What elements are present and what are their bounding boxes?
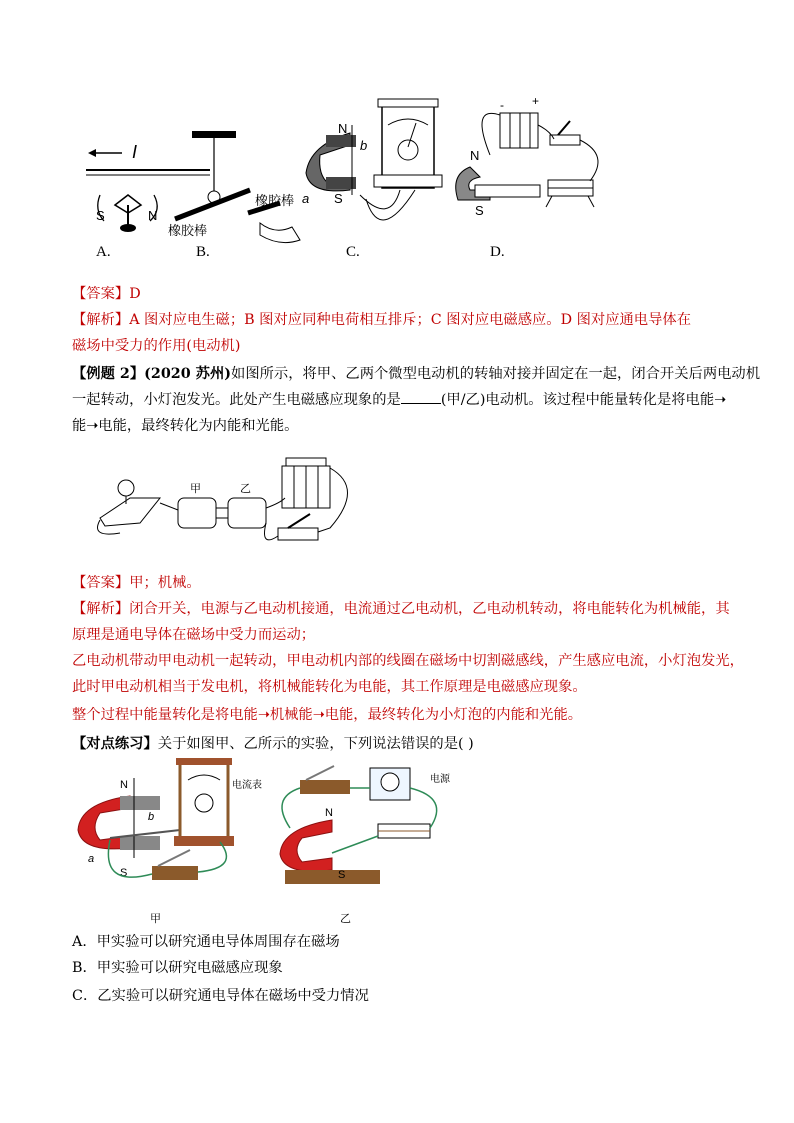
practice-tag: 【对点练习】 <box>72 736 158 752</box>
power-label: 电源 <box>430 774 450 785</box>
example-2-text-1: 如图所示，将甲、乙两个微型电动机的转轴对接并固定在一起，闭合开关后两电动机 <box>231 366 761 382</box>
c-a-label: a <box>302 191 310 206</box>
figure-3-experiments <box>70 758 470 928</box>
figure-3-yi <box>280 766 451 884</box>
option-a[interactable]: A．甲实验可以研究通电导体周围存在磁场 <box>72 934 340 950</box>
figure-1-experiments <box>70 95 630 265</box>
d-minus-label: - <box>500 98 504 112</box>
fig1-label-a: A. <box>96 244 111 260</box>
example-2-text-2a: 一起转动，小灯泡发光。此处产生电磁感应现象的是 <box>72 392 401 408</box>
answer-1 <box>72 284 732 304</box>
analysis-2-line-5: 整个过程中能量转化是将电能➝机械能➝电能，最终转化为小灯泡的内能和光能。 <box>72 707 583 723</box>
motor-jia-label: 甲 <box>190 482 201 495</box>
answer-blank[interactable] <box>401 403 441 404</box>
analysis-1-text-1: A 图对应电生磁；B 图对应同种电荷相互排斥；C 图对应电磁感应。D 图对应通电导体在 <box>129 312 691 328</box>
jia-north-label: N <box>120 779 128 791</box>
figure-1a <box>86 142 210 232</box>
example-2-text-2b: (甲/乙)电动机。该过程中能量转化是将电能➝ <box>440 392 727 408</box>
rod-label-left: 橡胶棒 <box>168 224 208 239</box>
example-2-line-2 <box>72 390 732 410</box>
a-north-label: N <box>148 208 158 223</box>
current-label: I <box>132 142 138 162</box>
fig1-label-c: C. <box>346 244 360 260</box>
a-south-label: S <box>96 208 105 223</box>
figure-1b <box>168 131 300 243</box>
answer-2-text: 甲；机械。 <box>129 575 201 591</box>
c-north-label: N <box>338 121 348 136</box>
practice-question <box>72 734 732 754</box>
rod-label-right: 橡胶棒 <box>255 194 295 209</box>
practice-text: 关于如图甲、乙所示的实验，下列说法错误的是( ) <box>157 736 474 752</box>
analysis-2-text-1: 闭合开关，电源与乙电动机接通，电流通过乙电动机，乙电动机转动，将电能转化为机械能，其 <box>129 601 730 617</box>
option-b[interactable]: B．甲实验可以研究电磁感应现象 <box>72 960 283 976</box>
yi-south-label: S <box>338 869 346 881</box>
example-2-line-3: 能➝电能，最终转化为内能和光能。 <box>72 418 299 434</box>
analysis-2-line-2: 原理是通电导体在磁场中受力而运动； <box>72 627 316 643</box>
caption-yi: 乙 <box>340 913 351 925</box>
example-2-line-1 <box>72 364 761 384</box>
ammeter-label: 电流表 <box>232 780 262 791</box>
fig1-label-d: D. <box>490 244 505 260</box>
c-b-label: b <box>360 138 368 153</box>
analysis-2-tag: 【解析】 <box>72 601 130 617</box>
example-2-source: (2020 苏州) <box>144 366 232 382</box>
motor-yi-label: 乙 <box>240 482 251 495</box>
jia-south-label: S <box>120 867 128 879</box>
jia-b-label: b <box>148 811 155 823</box>
answer-2-tag: 【答案】 <box>72 575 130 591</box>
d-north-label: N <box>470 148 480 163</box>
analysis-1-line-1 <box>72 310 732 330</box>
answer-1-text: D <box>129 286 141 302</box>
figure-2-two-motors <box>90 448 360 558</box>
answer-1-tag: 【答案】 <box>72 286 130 302</box>
analysis-1-line-2: 磁场中受力的作用(电动机) <box>72 338 241 354</box>
analysis-2-line-3: 乙电动机带动甲电动机一起转动，甲电动机内部的线圈在磁场中切割磁感线，产生感应电流，小灯泡发光， <box>72 653 744 669</box>
d-south-label: S <box>475 203 484 218</box>
answer-2 <box>72 573 732 593</box>
jia-a-label: a <box>88 853 95 865</box>
analysis-1-tag: 【解析】 <box>72 312 130 328</box>
caption-jia: 甲 <box>150 913 161 925</box>
figure-1c <box>302 99 442 220</box>
option-c[interactable]: C．乙实验可以研究通电导体在磁场中受力情况 <box>72 988 369 1004</box>
d-plus-label: + <box>532 95 540 108</box>
fig1-label-b: B. <box>196 244 210 260</box>
c-south-label: S <box>334 191 343 206</box>
yi-north-label: N <box>325 807 333 819</box>
example-2-tag: 【例题 2】 <box>72 366 145 382</box>
analysis-2-line-4: 此时甲电动机相当于发电机，将机械能转化为电能，其工作原理是电磁感应现象。 <box>72 679 587 695</box>
analysis-2-line-1 <box>72 599 732 619</box>
figure-3-jia <box>78 758 262 880</box>
figure-1d <box>456 95 598 218</box>
